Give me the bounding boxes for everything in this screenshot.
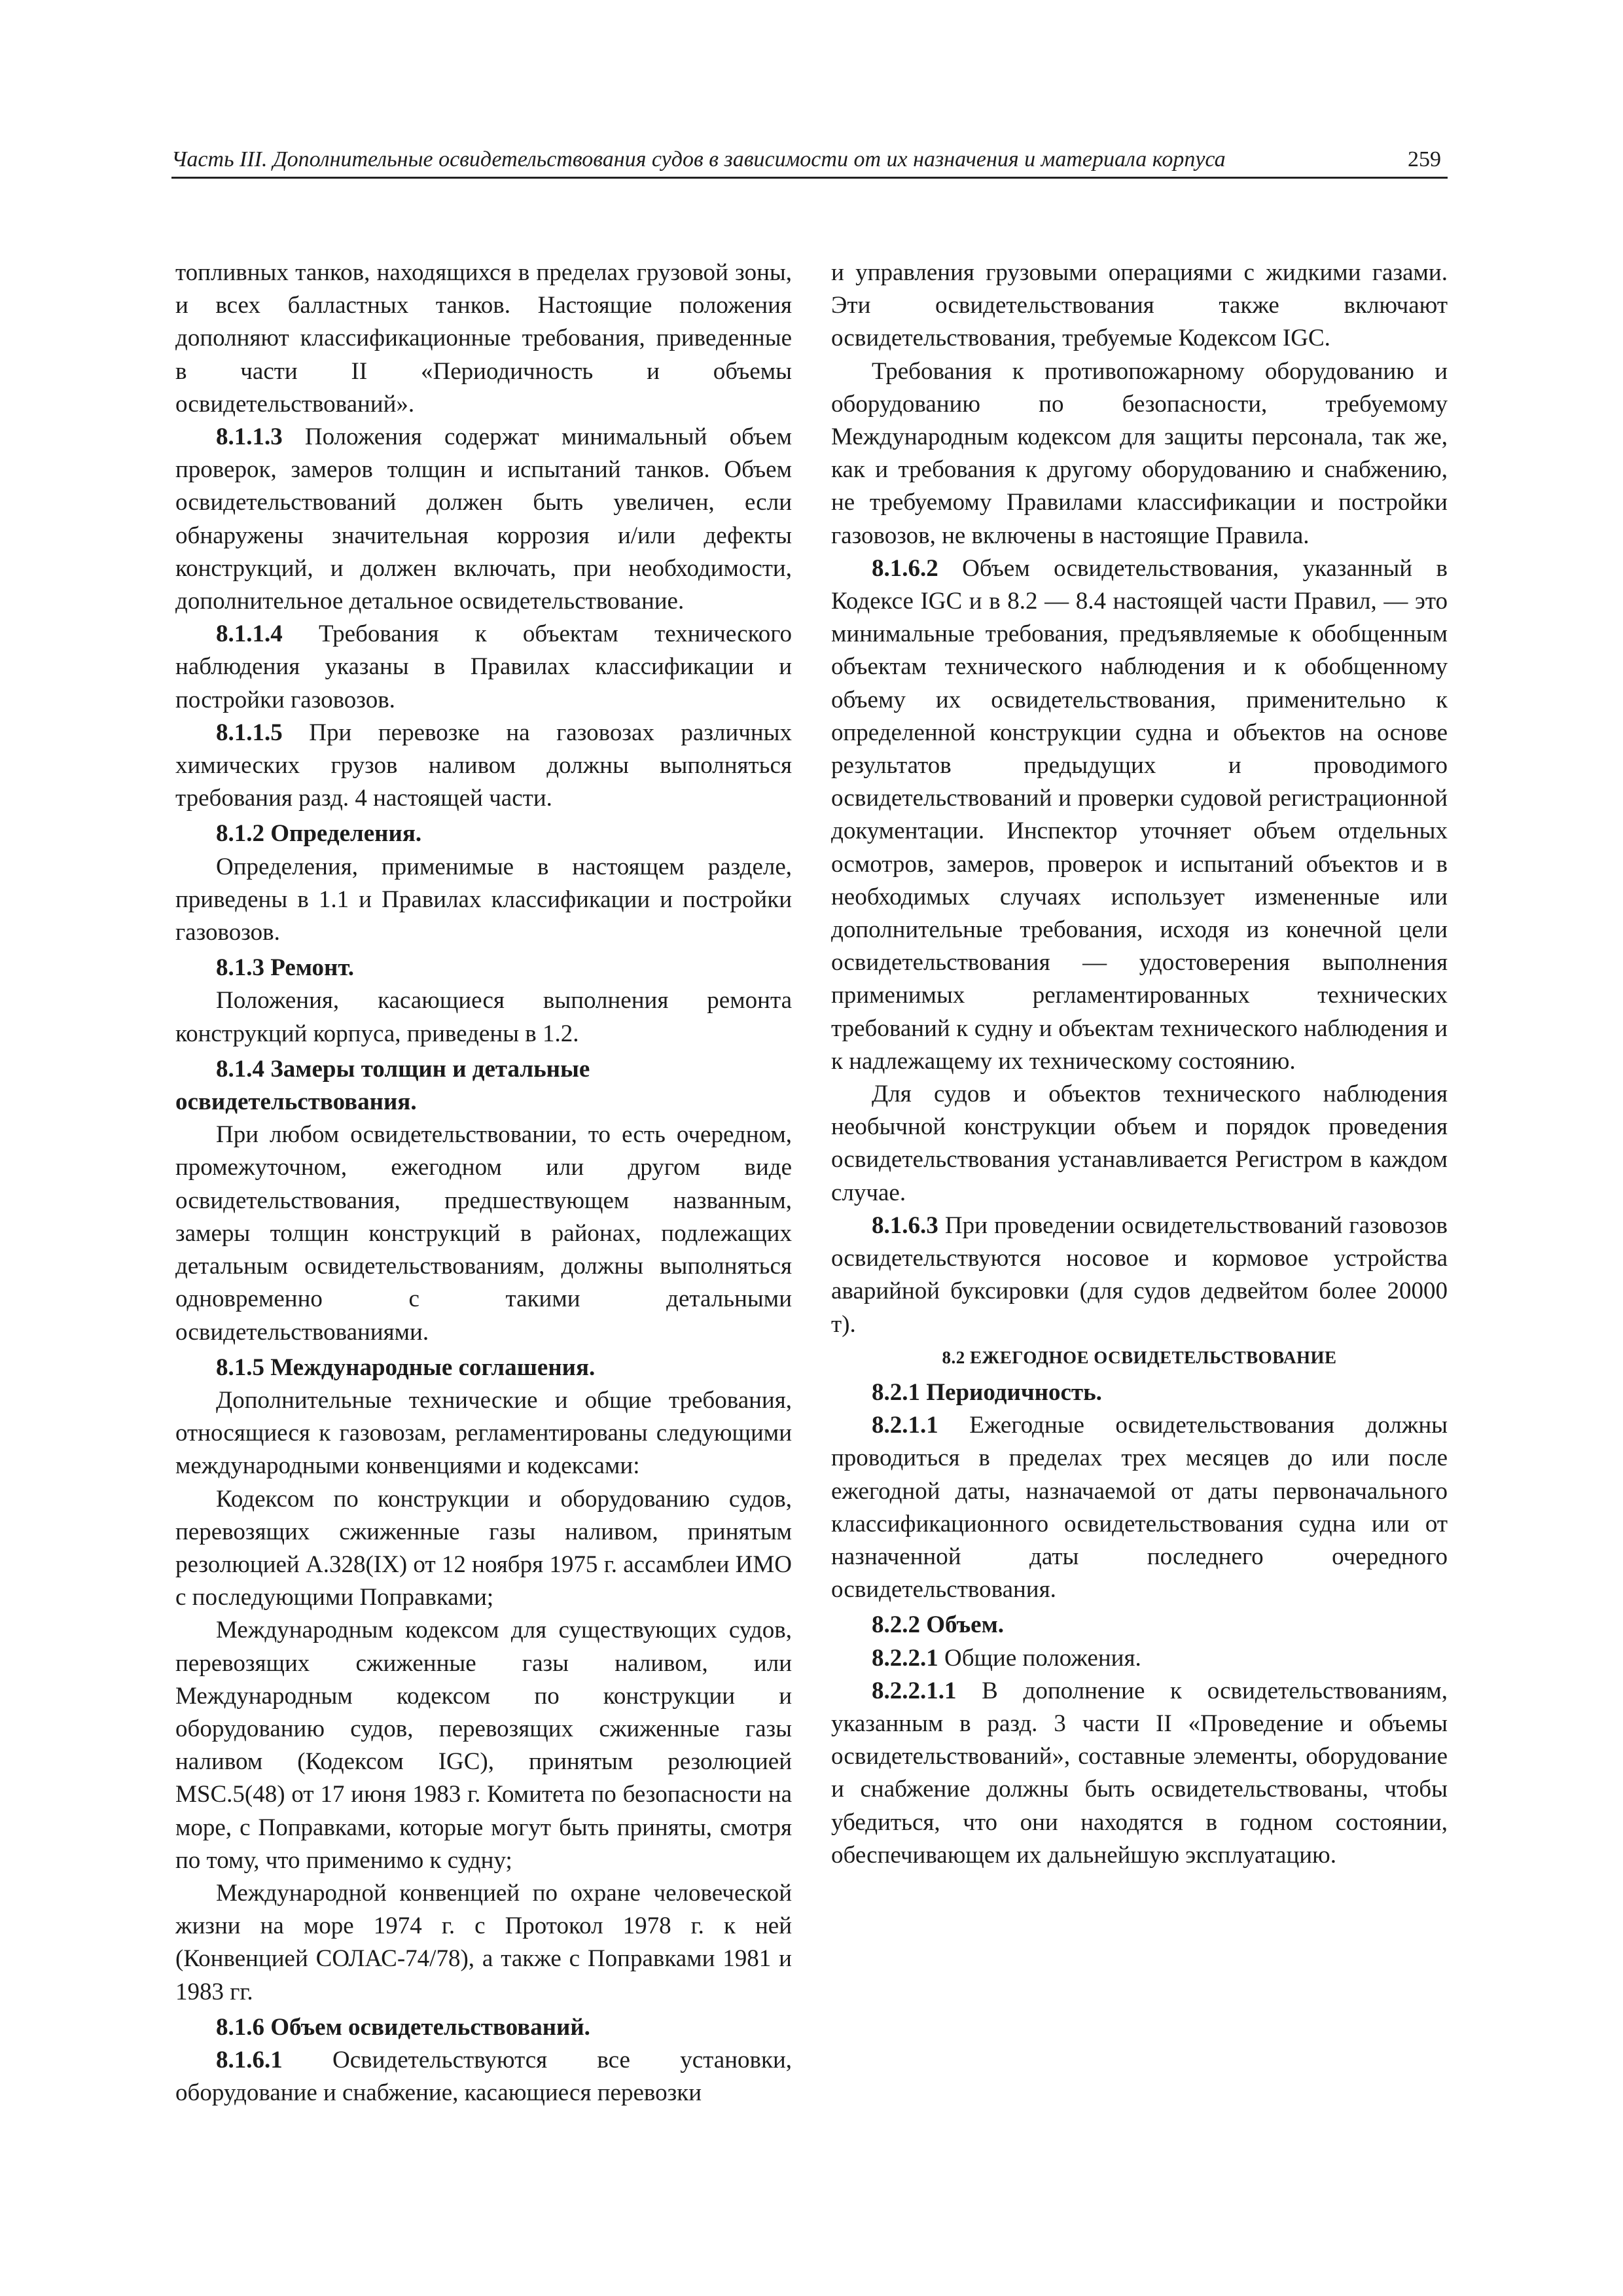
- paragraph-text: Освидетельствуются все установки, оборудование и снабжение, касающиеся перевозки: [175, 2046, 792, 2107]
- paragraph: [831, 552, 1448, 1078]
- page-number: 259: [1408, 147, 1441, 171]
- clause-number: 8.1.6.3: [872, 1211, 938, 1239]
- paragraph: Международной конвенцией по охране человеческой жизни на море 1974 г. с Протокол 1978 г. к ней (Конвенцией СОЛАС-74/78), а также с Поправками 1981 и 1983 гг.: [175, 1879, 792, 2005]
- paragraph: Кодексом по конструкции и оборудованию судов, перевозящих сжиженные газы наливом, принятым резолюцией А.328(IX) от 12 ноября 1975 г. ассамблеи ИМО с последующими Поправками;: [175, 1485, 792, 1611]
- paragraph: [175, 618, 792, 717]
- paragraph: топливных танков, находящихся в пределах грузовой зоны, и всех балластных танков. Настоящие положения дополняют классификационные требования, приведенные в части II «Периодичность и объемы освидетельствований».: [175, 259, 792, 418]
- paragraph: [831, 1409, 1448, 1606]
- paragraph: Требования к противопожарному оборудованию и оборудованию по безопасности, требуемому Международным кодексом для защиты персонала, так же, как и требования к другому оборудованию и снабжению, не требуемому Правилами классификации и постройки газовозов, не включены в настоящие Правила.: [831, 357, 1448, 549]
- paragraph-text: В дополнение к освидетельствованиям, указанным в разд. 3 части II «Проведение и объемы освидетельствований», составные элементы, оборудование и снабжение должны быть освидетельствованы, чтобы убедиться, что они находятся в годном состоянии, обеспечивающем их дальнейшую эксплуатацию.: [831, 1677, 1448, 1869]
- paragraph: Определения, применимые в настоящем разделе, приведены в 1.1 и Правилах классификации и постройки газовозов.: [175, 853, 792, 946]
- subsection-heading: 8.2.2 Объем.: [872, 1611, 1005, 1639]
- paragraph: и управления грузовыми операциями с жидкими газами. Эти освидетельствования также включают освидетельствования, требуемые Кодексом IGC.: [831, 259, 1448, 352]
- clause-number: 8.1.6.2: [872, 554, 938, 582]
- paragraph: [831, 1210, 1448, 1341]
- right-column: [831, 257, 1448, 1872]
- clause-number: 8.1.1.4: [216, 620, 283, 648]
- paragraph-text: Требования к объектам технического наблюдения указаны в Правилах классификации и постройки газовозов.: [175, 620, 792, 713]
- paragraph-text: Положения содержат минимальный объем проверок, замеров толщин и испытаний танков. Объем освидетельствований должен быть увеличен, если обнаружены значительная коррозия и/или дефекты конструкций, и должен включать, при необходимости, дополнительное детальное освидетельствование.: [175, 423, 792, 615]
- paragraph-text: Ежегодные освидетельствования должны проводиться в пределах трех месяцев до или после ежегодной даты, назначаемой от даты первоначального классификационного освидетельствования судна или от назначенной даты последнего очередного освидетельствования.: [831, 1412, 1448, 1604]
- paragraph-text: При перевозке на газовозах различных химических грузов наливом должны выполняться требования разд. 4 настоящей части.: [175, 719, 792, 812]
- clause-number: 8.1.1.5: [216, 719, 283, 746]
- running-header: [171, 143, 1448, 179]
- paragraph: Международным кодексом для существующих судов, перевозящих сжиженные газы наливом, или Международным кодексом по конструкции и оборудованию судов, перевозящих сжиженные газы наливом (Кодексом IGC), принятым резолюцией MSC.5(48) от 17 июня 1983 г. Комитета по безопасности на море, с Поправками, которые могут быть приняты, смотря по тому, что применимо к судну;: [175, 1617, 792, 1874]
- clause-number: 8.1.6.1: [216, 2046, 283, 2073]
- paragraph: Положения, касающиеся выполнения ремонта конструкций корпуса, приведены в 1.2.: [175, 987, 792, 1047]
- clause-number: 8.2.2.1: [872, 1644, 938, 1672]
- paragraph: Дополнительные технические и общие требования, относящиеся к газовозам, регламентированы следующими международными конвенциями и кодексами:: [175, 1386, 792, 1480]
- subsection-heading: 8.1.5 Международные соглашения.: [216, 1354, 596, 1381]
- clause-number: 8.2.2.1.1: [872, 1677, 957, 1704]
- paragraph: [175, 717, 792, 816]
- paragraph-text: Объем освидетельствования, указанный в Кодексе IGC и в 8.2 — 8.4 настоящей части Правил, — это минимальные требования, предъявляемые к обобщенным объектам технического наблюдения и к обобщенному объему их освидетельствования, применительно к определенной конструкции судна и объектов на основе результатов предыдущих и проводимого освидетельствований и проверки судовой регистрационной документации. Инспектор уточняет объем отдельных осмотров, замеров, проверок и испытаний объектов и в необходимых случаях использует измененные или дополнительные требования, исходя из конечной цели освидетельствования — удостоверения выполнения применимых регламентированных технических требований к судну и объектам технического наблюдения и к надлежащему их техническому состоянию.: [831, 554, 1448, 1075]
- paragraph-text: При проведении освидетельствований газовозов освидетельствуются носовое и кормовое устройства аварийной буксировки (для судов дедвейтом более 20000 т).: [831, 1211, 1448, 1338]
- subsection-heading: 8.1.2 Определения.: [216, 820, 422, 848]
- subsection-heading: 8.1.4 Замеры толщин и детальные освидетельствования.: [175, 1055, 590, 1116]
- left-column: [175, 257, 792, 2109]
- paragraph: [831, 1642, 1448, 1675]
- paragraph: При любом освидетельствовании, то есть очередном, промежуточном, ежегодном или другом виде освидетельствования, предшествующем названным, замеры толщин конструкций в районах, подлежащих детальным освидетельствованиям, должны выполняться одновременно с такими детальными освидетельствованиями.: [175, 1121, 792, 1346]
- header-title: Часть III. Дополнительные освидетельствования судов в зависимости от их назначения и материала корпуса: [171, 147, 1226, 171]
- paragraph: Для судов и объектов технического наблюдения необычной конструкции объем и порядок проведения освидетельствования устанавливается Регистром в каждом случае.: [831, 1081, 1448, 1206]
- subsection-heading: 8.1.3 Ремонт.: [216, 954, 354, 982]
- subsection-heading: 8.1.6 Объем освидетельствований.: [216, 2013, 590, 2041]
- clause-number: 8.2.1.1: [872, 1412, 938, 1439]
- paragraph: [175, 2044, 792, 2109]
- paragraph: [175, 421, 792, 618]
- paragraph-text: Общие положения.: [938, 1644, 1141, 1672]
- paragraph: [831, 1675, 1448, 1872]
- clause-number: 8.1.1.3: [216, 423, 283, 451]
- section-heading: 8.2 ЕЖЕГОДНОЕ ОСВИДЕТЕЛЬСТВОВАНИЕ: [942, 1347, 1337, 1367]
- subsection-heading: 8.2.1 Периодичность.: [872, 1378, 1102, 1406]
